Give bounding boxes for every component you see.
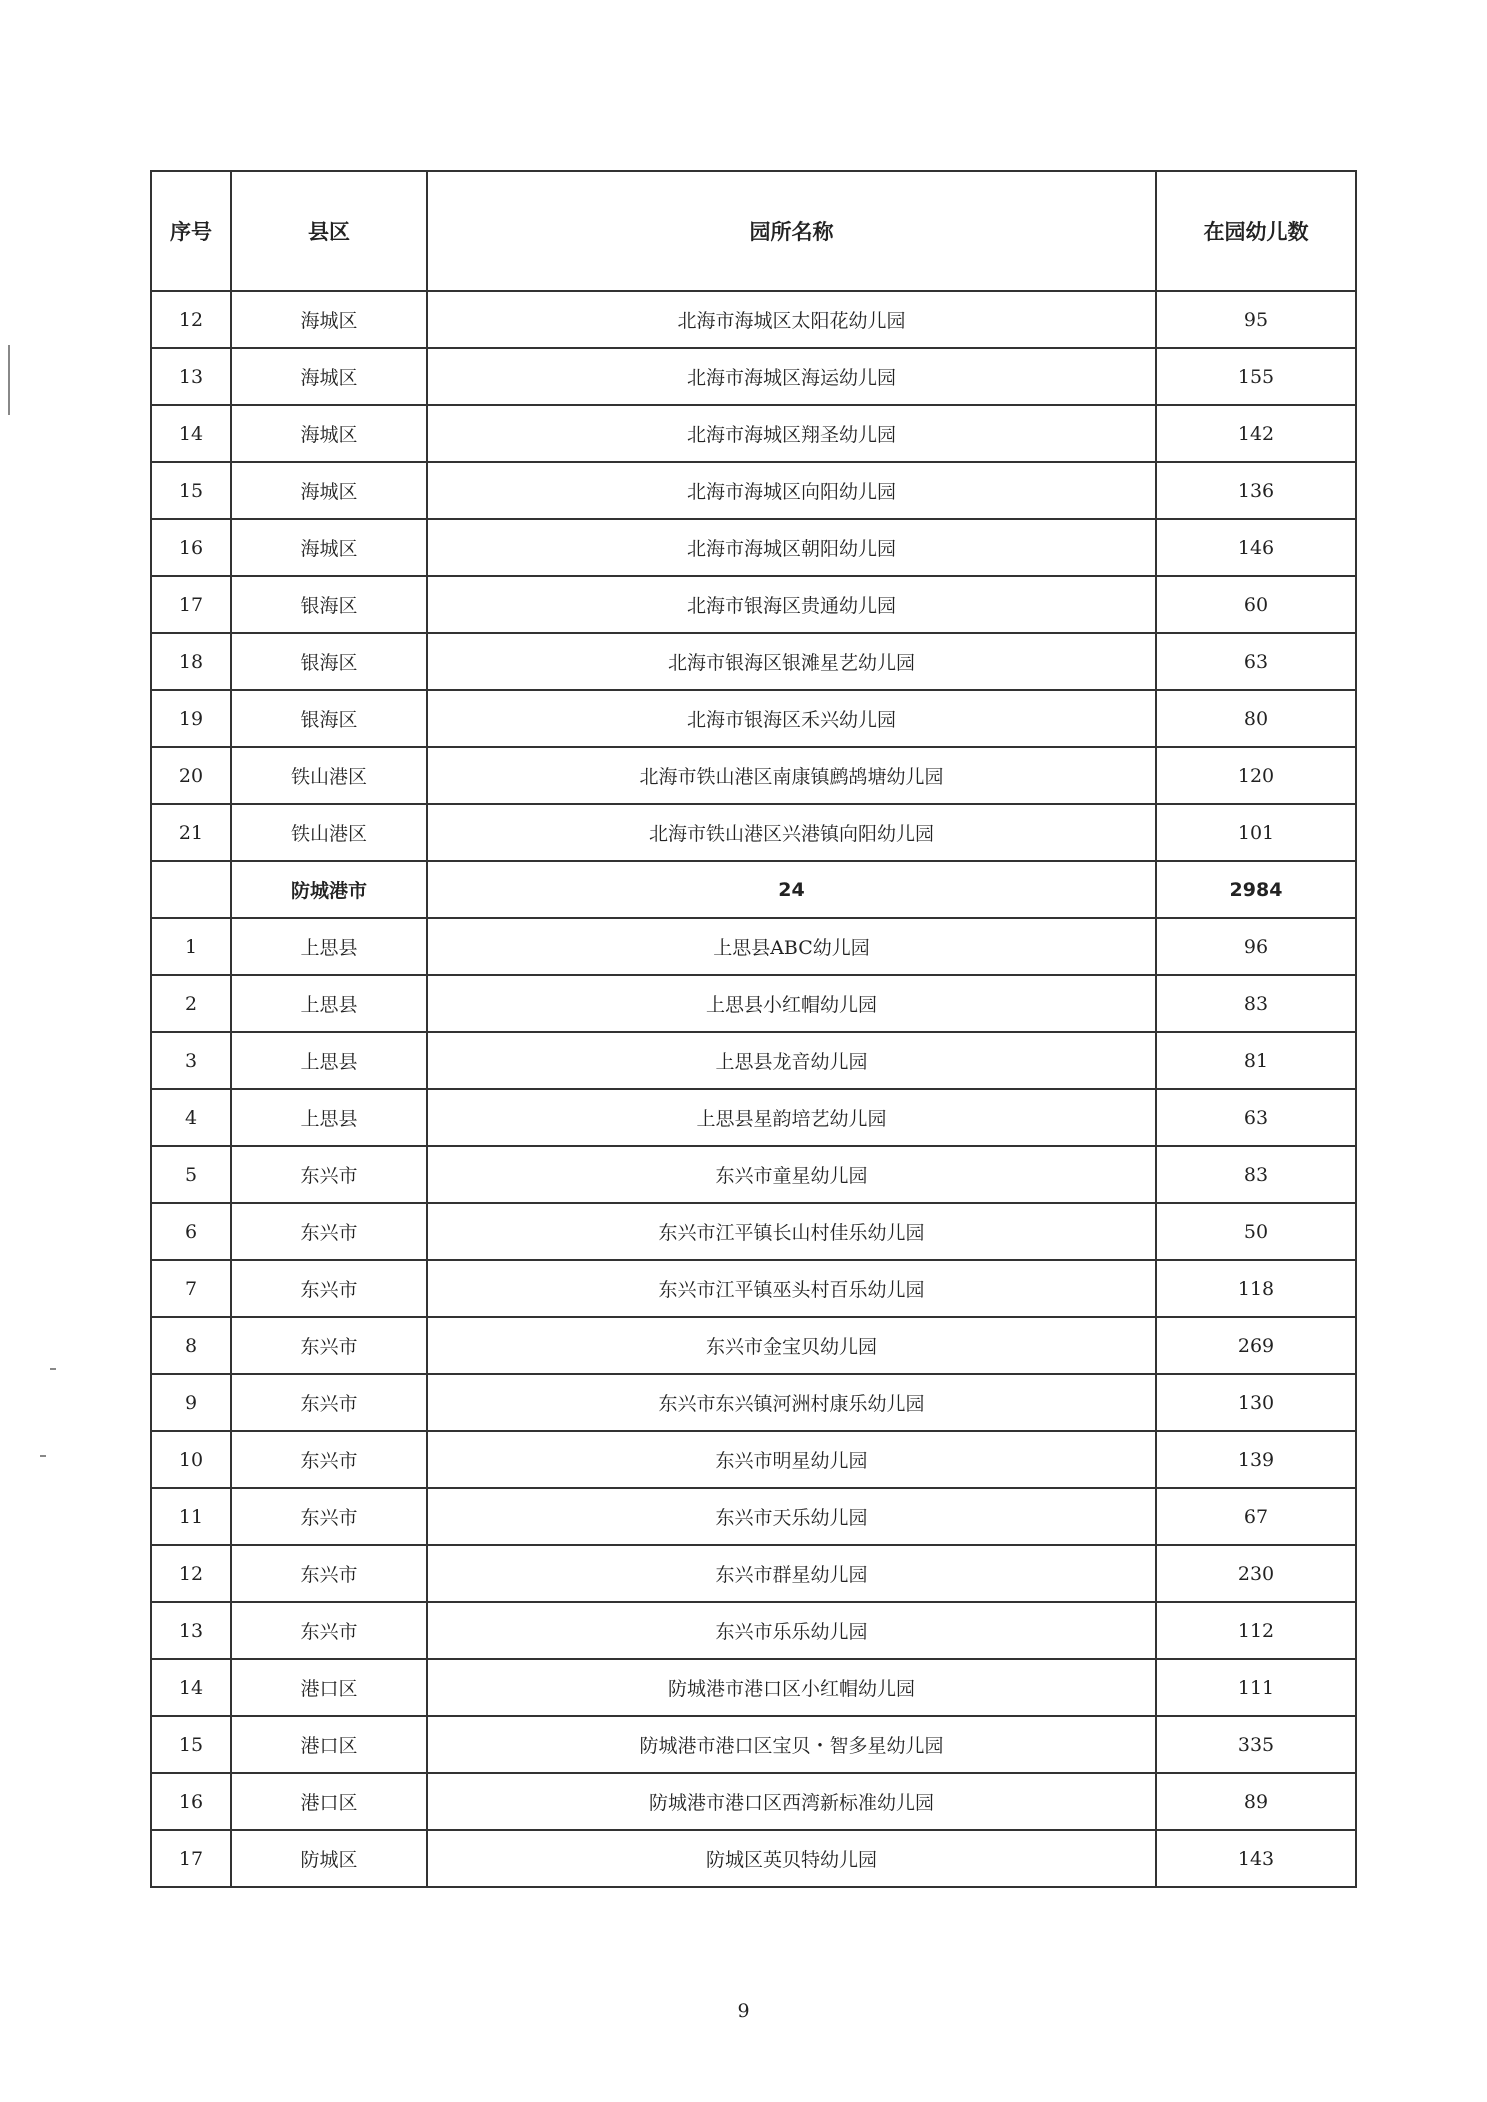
- cell-index: 13: [151, 1602, 231, 1659]
- cell-enrollment: 80: [1156, 690, 1356, 747]
- cell-enrollment: 143: [1156, 1830, 1356, 1887]
- cell-kindergarten-name: 上思县星韵培艺幼儿园: [427, 1089, 1156, 1146]
- table-row: [151, 576, 1356, 633]
- header-kindergarten-name: 园所名称: [427, 171, 1156, 291]
- cell-enrollment: 63: [1156, 1089, 1356, 1146]
- table-row: [151, 747, 1356, 804]
- cell-kindergarten-name: 北海市银海区禾兴幼儿园: [427, 690, 1156, 747]
- cell-enrollment: 2984: [1156, 861, 1356, 918]
- cell-kindergarten-name: 上思县ABC幼儿园: [427, 918, 1156, 975]
- cell-kindergarten-name: 防城港市港口区小红帽幼儿园: [427, 1659, 1156, 1716]
- cell-enrollment: 111: [1156, 1659, 1356, 1716]
- cell-county: 港口区: [231, 1659, 427, 1716]
- cell-county: 东兴市: [231, 1203, 427, 1260]
- cell-index: 16: [151, 1773, 231, 1830]
- cell-index: [151, 861, 231, 918]
- table-row: [151, 1830, 1356, 1887]
- cell-index: 17: [151, 576, 231, 633]
- table-row: [151, 690, 1356, 747]
- cell-county: 港口区: [231, 1716, 427, 1773]
- header-county: 县区: [231, 171, 427, 291]
- cell-enrollment: 136: [1156, 462, 1356, 519]
- cell-county: 东兴市: [231, 1260, 427, 1317]
- cell-index: 16: [151, 519, 231, 576]
- cell-enrollment: 130: [1156, 1374, 1356, 1431]
- cell-index: 20: [151, 747, 231, 804]
- cell-kindergarten-name: 东兴市乐乐幼儿园: [427, 1602, 1156, 1659]
- cell-enrollment: 146: [1156, 519, 1356, 576]
- cell-kindergarten-name: 北海市银海区贵通幼儿园: [427, 576, 1156, 633]
- cell-kindergarten-name: 北海市铁山港区南康镇鹧鸪塘幼儿园: [427, 747, 1156, 804]
- cell-county: 防城港市: [231, 861, 427, 918]
- cell-index: 8: [151, 1317, 231, 1374]
- cell-index: 12: [151, 291, 231, 348]
- cell-enrollment: 67: [1156, 1488, 1356, 1545]
- table-row: [151, 633, 1356, 690]
- cell-county: 东兴市: [231, 1545, 427, 1602]
- cell-kindergarten-name: 东兴市江平镇长山村佳乐幼儿园: [427, 1203, 1156, 1260]
- table-row: [151, 1773, 1356, 1830]
- cell-county: 银海区: [231, 576, 427, 633]
- cell-enrollment: 89: [1156, 1773, 1356, 1830]
- cell-index: 4: [151, 1089, 231, 1146]
- table-row: [151, 291, 1356, 348]
- cell-county: 上思县: [231, 1089, 427, 1146]
- cell-enrollment: 95: [1156, 291, 1356, 348]
- table-row: [151, 918, 1356, 975]
- cell-county: 东兴市: [231, 1374, 427, 1431]
- table-row: [151, 1203, 1356, 1260]
- cell-kindergarten-name: 北海市海城区翔圣幼儿园: [427, 405, 1156, 462]
- cell-county: 上思县: [231, 1032, 427, 1089]
- cell-enrollment: 112: [1156, 1602, 1356, 1659]
- cell-kindergarten-name: 东兴市群星幼儿园: [427, 1545, 1156, 1602]
- cell-enrollment: 118: [1156, 1260, 1356, 1317]
- page-number: 9: [737, 2000, 750, 2022]
- cell-county: 海城区: [231, 348, 427, 405]
- cell-index: 11: [151, 1488, 231, 1545]
- cell-county: 上思县: [231, 975, 427, 1032]
- cell-enrollment: 81: [1156, 1032, 1356, 1089]
- table-row: [151, 519, 1356, 576]
- cell-county: 铁山港区: [231, 747, 427, 804]
- cell-index: 12: [151, 1545, 231, 1602]
- cell-kindergarten-name: 24: [427, 861, 1156, 918]
- table-header-row: [151, 171, 1356, 291]
- cell-county: 海城区: [231, 462, 427, 519]
- table-row: [151, 1716, 1356, 1773]
- cell-enrollment: 83: [1156, 975, 1356, 1032]
- table-row: [151, 804, 1356, 861]
- cell-index: 7: [151, 1260, 231, 1317]
- cell-enrollment: 101: [1156, 804, 1356, 861]
- cell-kindergarten-name: 防城区英贝特幼儿园: [427, 1830, 1156, 1887]
- cell-kindergarten-name: 上思县小红帽幼儿园: [427, 975, 1156, 1032]
- cell-enrollment: 139: [1156, 1431, 1356, 1488]
- cell-enrollment: 83: [1156, 1146, 1356, 1203]
- cell-index: 19: [151, 690, 231, 747]
- cell-enrollment: 269: [1156, 1317, 1356, 1374]
- cell-index: 3: [151, 1032, 231, 1089]
- cell-enrollment: 155: [1156, 348, 1356, 405]
- cell-enrollment: 120: [1156, 747, 1356, 804]
- cell-kindergarten-name: 上思县龙音幼儿园: [427, 1032, 1156, 1089]
- scan-margin-mark: [40, 1455, 46, 1457]
- cell-enrollment: 335: [1156, 1716, 1356, 1773]
- cell-kindergarten-name: 防城港市港口区西湾新标准幼儿园: [427, 1773, 1156, 1830]
- cell-index: 17: [151, 1830, 231, 1887]
- cell-index: 9: [151, 1374, 231, 1431]
- cell-kindergarten-name: 北海市海城区朝阳幼儿园: [427, 519, 1156, 576]
- cell-enrollment: 230: [1156, 1545, 1356, 1602]
- table-row: [151, 348, 1356, 405]
- cell-county: 上思县: [231, 918, 427, 975]
- cell-enrollment: 63: [1156, 633, 1356, 690]
- cell-kindergarten-name: 北海市海城区太阳花幼儿园: [427, 291, 1156, 348]
- cell-index: 18: [151, 633, 231, 690]
- header-enrollment: 在园幼儿数: [1156, 171, 1356, 291]
- cell-kindergarten-name: 北海市海城区海运幼儿园: [427, 348, 1156, 405]
- table-row: [151, 1488, 1356, 1545]
- cell-kindergarten-name: 北海市海城区向阳幼儿园: [427, 462, 1156, 519]
- cell-county: 东兴市: [231, 1317, 427, 1374]
- table-row: [151, 1374, 1356, 1431]
- cell-index: 14: [151, 405, 231, 462]
- cell-county: 东兴市: [231, 1146, 427, 1203]
- cell-kindergarten-name: 北海市铁山港区兴港镇向阳幼儿园: [427, 804, 1156, 861]
- table-row: [151, 462, 1356, 519]
- cell-kindergarten-name: 东兴市金宝贝幼儿园: [427, 1317, 1156, 1374]
- table-row: [151, 405, 1356, 462]
- cell-enrollment: 50: [1156, 1203, 1356, 1260]
- cell-enrollment: 142: [1156, 405, 1356, 462]
- cell-county: 东兴市: [231, 1488, 427, 1545]
- table-row: [151, 1260, 1356, 1317]
- cell-index: 15: [151, 462, 231, 519]
- header-index: 序号: [151, 171, 231, 291]
- cell-kindergarten-name: 北海市银海区银滩星艺幼儿园: [427, 633, 1156, 690]
- cell-county: 银海区: [231, 633, 427, 690]
- table-row: [151, 1431, 1356, 1488]
- cell-index: 15: [151, 1716, 231, 1773]
- cell-county: 东兴市: [231, 1431, 427, 1488]
- cell-county: 铁山港区: [231, 804, 427, 861]
- cell-index: 5: [151, 1146, 231, 1203]
- cell-enrollment: 96: [1156, 918, 1356, 975]
- cell-kindergarten-name: 东兴市天乐幼儿园: [427, 1488, 1156, 1545]
- cell-county: 海城区: [231, 519, 427, 576]
- scan-margin-mark: [50, 1368, 56, 1370]
- cell-county: 东兴市: [231, 1602, 427, 1659]
- table-row: [151, 1602, 1356, 1659]
- cell-kindergarten-name: 东兴市东兴镇河洲村康乐幼儿园: [427, 1374, 1156, 1431]
- cell-enrollment: 60: [1156, 576, 1356, 633]
- table-row: [151, 1089, 1356, 1146]
- kindergarten-table: [150, 170, 1357, 1888]
- cell-index: 10: [151, 1431, 231, 1488]
- table-body: [151, 291, 1356, 1887]
- cell-index: 13: [151, 348, 231, 405]
- cell-kindergarten-name: 东兴市江平镇巫头村百乐幼儿园: [427, 1260, 1156, 1317]
- cell-county: 海城区: [231, 291, 427, 348]
- table-row: [151, 1032, 1356, 1089]
- cell-county: 防城区: [231, 1830, 427, 1887]
- cell-kindergarten-name: 东兴市明星幼儿园: [427, 1431, 1156, 1488]
- cell-kindergarten-name: 防城港市港口区宝贝・智多星幼儿园: [427, 1716, 1156, 1773]
- scan-margin-mark: [8, 345, 10, 415]
- table-row: [151, 1146, 1356, 1203]
- cell-county: 港口区: [231, 1773, 427, 1830]
- cell-index: 6: [151, 1203, 231, 1260]
- cell-index: 21: [151, 804, 231, 861]
- cell-county: 海城区: [231, 405, 427, 462]
- cell-index: 1: [151, 918, 231, 975]
- cell-county: 银海区: [231, 690, 427, 747]
- table-row: [151, 1545, 1356, 1602]
- table-row: [151, 975, 1356, 1032]
- table-row: [151, 861, 1356, 918]
- cell-index: 14: [151, 1659, 231, 1716]
- table-row: [151, 1317, 1356, 1374]
- cell-kindergarten-name: 东兴市童星幼儿园: [427, 1146, 1156, 1203]
- cell-index: 2: [151, 975, 231, 1032]
- table-row: [151, 1659, 1356, 1716]
